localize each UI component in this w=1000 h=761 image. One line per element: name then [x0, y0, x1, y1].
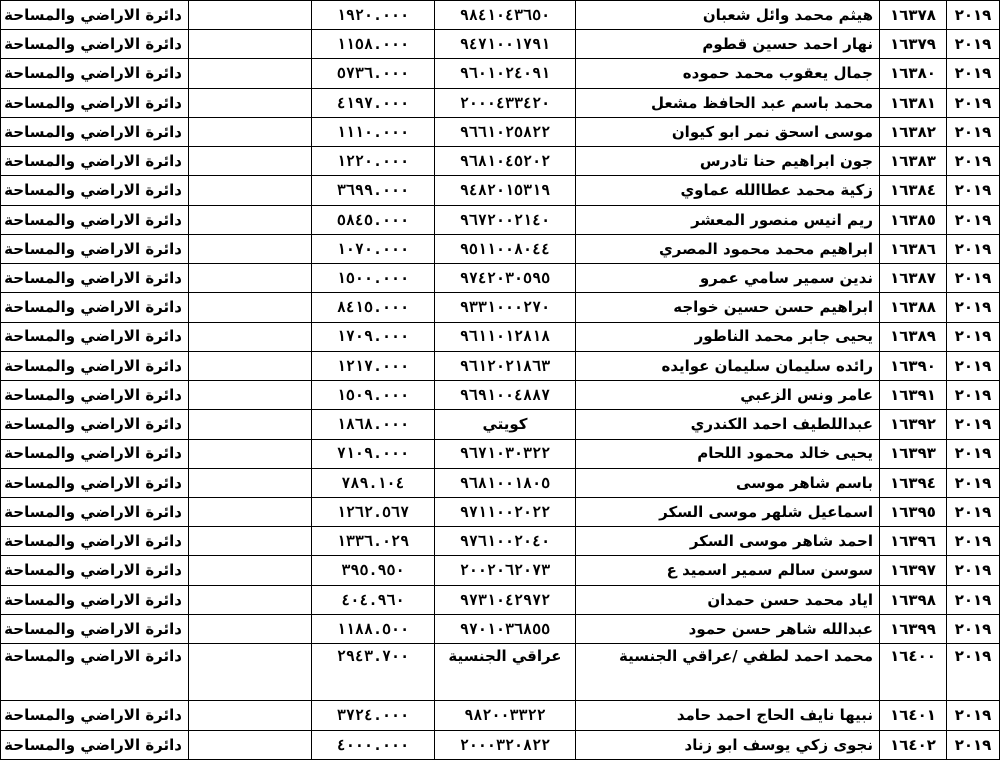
owner-name-cell: موسى اسحق نمر ابو كيوان: [576, 117, 880, 146]
blank-cell: [189, 497, 312, 526]
record-number-cell: ١٦٣٨٢: [880, 117, 947, 146]
table-row: [1, 497, 1000, 526]
amount-cell: ١٧٠٩.٠٠٠: [312, 322, 435, 351]
national-id-cell: ٩٦١١٠١٢٨١٨: [435, 322, 576, 351]
year-cell: ٢٠١٩: [947, 351, 1000, 380]
department-cell: دائرة الاراضي والمساحة: [1, 176, 189, 205]
blank-cell: [189, 1, 312, 30]
owner-name-cell: هيثم محمد وائل شعبان: [576, 1, 880, 30]
owner-name-cell: ابراهيم حسن حسين خواجه: [576, 293, 880, 322]
department-cell: دائرة الاراضي والمساحة: [1, 527, 189, 556]
table-row: [1, 614, 1000, 643]
table-row: [1, 1, 1000, 30]
owner-name-cell: اسماعيل شلهر موسى السكر: [576, 497, 880, 526]
table-row: [1, 410, 1000, 439]
national-id-cell: كويتي: [435, 410, 576, 439]
national-id-cell: ٩٦١٢٠٢١٨٦٣: [435, 351, 576, 380]
table-row: [1, 176, 1000, 205]
year-cell: ٢٠١٩: [947, 556, 1000, 585]
blank-cell: [189, 381, 312, 410]
blank-cell: [189, 701, 312, 730]
table-row: [1, 59, 1000, 88]
table-row: [1, 30, 1000, 59]
department-cell: دائرة الاراضي والمساحة: [1, 381, 189, 410]
owner-name-cell: محمد احمد لطفي /عراقي الجنسية: [576, 644, 880, 701]
department-cell: دائرة الاراضي والمساحة: [1, 730, 189, 760]
amount-cell: ٨٤١٥.٠٠٠: [312, 293, 435, 322]
national-id-cell: ٩٧٤٢٠٣٠٥٩٥: [435, 264, 576, 293]
year-cell: ٢٠١٩: [947, 117, 1000, 146]
table-row: [1, 351, 1000, 380]
department-cell: دائرة الاراضي والمساحة: [1, 701, 189, 730]
amount-cell: ١٢٢٠.٠٠٠: [312, 147, 435, 176]
record-number-cell: ١٦٣٨٦: [880, 234, 947, 263]
owner-name-cell: احمد شاهر موسى السكر: [576, 527, 880, 556]
table-row: [1, 701, 1000, 730]
owner-name-cell: عامر ونس الزعبي: [576, 381, 880, 410]
amount-cell: ٣٧٢٤.٠٠٠: [312, 701, 435, 730]
record-number-cell: ١٦٣٨٥: [880, 205, 947, 234]
record-number-cell: ١٦٣٩٢: [880, 410, 947, 439]
owner-name-cell: اياد محمد حسن حمدان: [576, 585, 880, 614]
year-cell: ٢٠١٩: [947, 293, 1000, 322]
national-id-cell: ٢٠٠٠٤٣٣٤٢٠: [435, 88, 576, 117]
department-cell: دائرة الاراضي والمساحة: [1, 30, 189, 59]
owner-name-cell: نهار احمد حسين قطوم: [576, 30, 880, 59]
blank-cell: [189, 234, 312, 263]
owner-name-cell: ابراهيم محمد محمود المصري: [576, 234, 880, 263]
amount-cell: ١٩٢٠.٠٠٠: [312, 1, 435, 30]
blank-cell: [189, 527, 312, 556]
amount-cell: ١٣٣٦.٠٢٩: [312, 527, 435, 556]
year-cell: ٢٠١٩: [947, 644, 1000, 701]
national-id-cell: ٢٠٠٠٣٢٠٨٢٢: [435, 730, 576, 760]
amount-cell: ٤٠٤.٩٦٠: [312, 585, 435, 614]
year-cell: ٢٠١٩: [947, 468, 1000, 497]
table-row: [1, 468, 1000, 497]
department-cell: دائرة الاراضي والمساحة: [1, 59, 189, 88]
national-id-cell: ٩٧٣١٠٤٢٩٧٢: [435, 585, 576, 614]
record-number-cell: ١٦٣٩٣: [880, 439, 947, 468]
record-number-cell: ١٦٣٩٥: [880, 497, 947, 526]
national-id-cell: عراقي الجنسية: [435, 644, 576, 701]
year-cell: ٢٠١٩: [947, 264, 1000, 293]
amount-cell: ٣٦٩٩.٠٠٠: [312, 176, 435, 205]
blank-cell: [189, 439, 312, 468]
year-cell: ٢٠١٩: [947, 205, 1000, 234]
department-cell: دائرة الاراضي والمساحة: [1, 497, 189, 526]
record-number-cell: ١٦٣٧٩: [880, 30, 947, 59]
table-row: [1, 556, 1000, 585]
national-id-cell: ٩٣٣١٠٠٠٢٧٠: [435, 293, 576, 322]
record-number-cell: ١٦٤٠٠: [880, 644, 947, 701]
blank-cell: [189, 322, 312, 351]
national-id-cell: ٩٦٧١٠٣٠٣٢٢: [435, 439, 576, 468]
department-cell: دائرة الاراضي والمساحة: [1, 1, 189, 30]
table-row: [1, 527, 1000, 556]
owner-name-cell: رائده سليمان سليمان عوايده: [576, 351, 880, 380]
department-cell: دائرة الاراضي والمساحة: [1, 293, 189, 322]
national-id-cell: ٩٨٢٠٠٣٣٢٢: [435, 701, 576, 730]
national-id-cell: ٩٦٩١٠٠٤٨٨٧: [435, 381, 576, 410]
national-id-cell: ٩٦٨١٠٠١٨٠٥: [435, 468, 576, 497]
amount-cell: ١١٥٨.٠٠٠: [312, 30, 435, 59]
blank-cell: [189, 556, 312, 585]
blank-cell: [189, 117, 312, 146]
blank-cell: [189, 176, 312, 205]
department-cell: دائرة الاراضي والمساحة: [1, 117, 189, 146]
record-number-cell: ١٦٣٩٠: [880, 351, 947, 380]
department-cell: دائرة الاراضي والمساحة: [1, 234, 189, 263]
table-body: [1, 1, 1000, 760]
blank-cell: [189, 264, 312, 293]
record-number-cell: ١٦٣٨١: [880, 88, 947, 117]
table-row: [1, 264, 1000, 293]
year-cell: ٢٠١٩: [947, 234, 1000, 263]
department-cell: دائرة الاراضي والمساحة: [1, 351, 189, 380]
amount-cell: ١٠٧٠.٠٠٠: [312, 234, 435, 263]
amount-cell: ١٥٠٠.٠٠٠: [312, 264, 435, 293]
record-number-cell: ١٦٣٨٩: [880, 322, 947, 351]
owner-name-cell: يحيى خالد محمود اللحام: [576, 439, 880, 468]
record-number-cell: ١٦٣٩٦: [880, 527, 947, 556]
table-row: [1, 381, 1000, 410]
blank-cell: [189, 147, 312, 176]
amount-cell: ٤٠٠٠.٠٠٠: [312, 730, 435, 760]
record-number-cell: ١٦٣٨٤: [880, 176, 947, 205]
blank-cell: [189, 205, 312, 234]
national-id-cell: ٢٠٠٢٠٦٢٠٧٣: [435, 556, 576, 585]
year-cell: ٢٠١٩: [947, 614, 1000, 643]
blank-cell: [189, 88, 312, 117]
department-cell: دائرة الاراضي والمساحة: [1, 614, 189, 643]
year-cell: ٢٠١٩: [947, 59, 1000, 88]
record-number-cell: ١٦٣٨٠: [880, 59, 947, 88]
record-number-cell: ١٦٤٠٢: [880, 730, 947, 760]
national-id-cell: ٩٦٨١٠٤٥٢٠٢: [435, 147, 576, 176]
year-cell: ٢٠١٩: [947, 410, 1000, 439]
national-id-cell: ٩٤٧١٠٠١٧٩١: [435, 30, 576, 59]
year-cell: ٢٠١٩: [947, 147, 1000, 176]
blank-cell: [189, 293, 312, 322]
amount-cell: ١٥٠٩.٠٠٠: [312, 381, 435, 410]
department-cell: دائرة الاراضي والمساحة: [1, 147, 189, 176]
national-id-cell: ٩٧٦١٠٠٢٠٤٠: [435, 527, 576, 556]
amount-cell: ٣٩٥.٩٥٠: [312, 556, 435, 585]
department-cell: دائرة الاراضي والمساحة: [1, 264, 189, 293]
table-row: [1, 730, 1000, 760]
year-cell: ٢٠١٩: [947, 176, 1000, 205]
blank-cell: [189, 614, 312, 643]
department-cell: دائرة الاراضي والمساحة: [1, 556, 189, 585]
amount-cell: ١٨٦٨.٠٠٠: [312, 410, 435, 439]
owner-name-cell: باسم شاهر موسى: [576, 468, 880, 497]
table-row: [1, 585, 1000, 614]
owner-name-cell: نبيها نايف الحاج احمد حامد: [576, 701, 880, 730]
department-cell: دائرة الاراضي والمساحة: [1, 468, 189, 497]
amount-cell: ٤١٩٧.٠٠٠: [312, 88, 435, 117]
national-id-cell: ٩٧٠١٠٣٦٨٥٥: [435, 614, 576, 643]
table-row: [1, 644, 1000, 701]
national-id-cell: ٩٦٧٢٠٠٢١٤٠: [435, 205, 576, 234]
department-cell: دائرة الاراضي والمساحة: [1, 585, 189, 614]
year-cell: ٢٠١٩: [947, 585, 1000, 614]
owner-name-cell: جون ابراهيم حنا تادرس: [576, 147, 880, 176]
amount-cell: ٥٨٤٥.٠٠٠: [312, 205, 435, 234]
table-row: [1, 147, 1000, 176]
national-id-cell: ٩٦٦١٠٢٥٨٢٢: [435, 117, 576, 146]
department-cell: دائرة الاراضي والمساحة: [1, 439, 189, 468]
record-number-cell: ١٦٣٧٨: [880, 1, 947, 30]
year-cell: ٢٠١٩: [947, 439, 1000, 468]
owner-name-cell: زكية محمد عطاالله عماوي: [576, 176, 880, 205]
owner-name-cell: ندين سمير سامي عمرو: [576, 264, 880, 293]
table-row: [1, 88, 1000, 117]
owner-name-cell: نجوى زكي يوسف ابو زناد: [576, 730, 880, 760]
record-number-cell: ١٦٣٩٩: [880, 614, 947, 643]
year-cell: ٢٠١٩: [947, 1, 1000, 30]
department-cell: دائرة الاراضي والمساحة: [1, 88, 189, 117]
blank-cell: [189, 410, 312, 439]
national-id-cell: ٩٥١١٠٠٨٠٤٤: [435, 234, 576, 263]
owner-name-cell: جمال يعقوب محمد حموده: [576, 59, 880, 88]
year-cell: ٢٠١٩: [947, 30, 1000, 59]
owner-name-cell: عبداللطيف احمد الكندري: [576, 410, 880, 439]
year-cell: ٢٠١٩: [947, 381, 1000, 410]
record-number-cell: ١٦٤٠١: [880, 701, 947, 730]
owner-name-cell: محمد باسم عبد الحافظ مشعل: [576, 88, 880, 117]
blank-cell: [189, 644, 312, 701]
blank-cell: [189, 351, 312, 380]
amount-cell: ٥٧٣٦.٠٠٠: [312, 59, 435, 88]
blank-cell: [189, 59, 312, 88]
national-id-cell: ٩٤٨٢٠١٥٣١٩: [435, 176, 576, 205]
owner-name-cell: عبدالله شاهر حسن حمود: [576, 614, 880, 643]
record-number-cell: ١٦٣٩٨: [880, 585, 947, 614]
year-cell: ٢٠١٩: [947, 322, 1000, 351]
table-row: [1, 234, 1000, 263]
table-row: [1, 439, 1000, 468]
department-cell: دائرة الاراضي والمساحة: [1, 410, 189, 439]
table-row: [1, 322, 1000, 351]
year-cell: ٢٠١٩: [947, 497, 1000, 526]
record-number-cell: ١٦٣٨٣: [880, 147, 947, 176]
year-cell: ٢٠١٩: [947, 527, 1000, 556]
record-number-cell: ١٦٣٩٤: [880, 468, 947, 497]
amount-cell: ١٢١٧.٠٠٠: [312, 351, 435, 380]
year-cell: ٢٠١٩: [947, 88, 1000, 117]
amount-cell: ١١١٠.٠٠٠: [312, 117, 435, 146]
amount-cell: ١٢٦٢.٥٦٧: [312, 497, 435, 526]
record-number-cell: ١٦٣٨٨: [880, 293, 947, 322]
owner-name-cell: سوسن سالم سمير اسميد ع: [576, 556, 880, 585]
blank-cell: [189, 730, 312, 760]
owner-name-cell: يحيى جابر محمد الناطور: [576, 322, 880, 351]
year-cell: ٢٠١٩: [947, 701, 1000, 730]
national-id-cell: ٩٨٤١٠٤٣٦٥٠: [435, 1, 576, 30]
blank-cell: [189, 585, 312, 614]
national-id-cell: ٩٧١١٠٠٢٠٢٢: [435, 497, 576, 526]
table-row: [1, 205, 1000, 234]
record-number-cell: ١٦٣٩١: [880, 381, 947, 410]
amount-cell: ٧١٠٩.٠٠٠: [312, 439, 435, 468]
blank-cell: [189, 30, 312, 59]
record-number-cell: ١٦٣٩٧: [880, 556, 947, 585]
record-number-cell: ١٦٣٨٧: [880, 264, 947, 293]
table-row: [1, 117, 1000, 146]
department-cell: دائرة الاراضي والمساحة: [1, 205, 189, 234]
amount-cell: ٧٨٩.١٠٤: [312, 468, 435, 497]
owner-name-cell: ريم انيس منصور المعشر: [576, 205, 880, 234]
year-cell: ٢٠١٩: [947, 730, 1000, 760]
amount-cell: ١١٨٨.٥٠٠: [312, 614, 435, 643]
department-cell: دائرة الاراضي والمساحة: [1, 644, 189, 701]
blank-cell: [189, 468, 312, 497]
table-row: [1, 293, 1000, 322]
department-cell: دائرة الاراضي والمساحة: [1, 322, 189, 351]
amount-cell: ٢٩٤٣.٧٠٠: [312, 644, 435, 701]
national-id-cell: ٩٦٠١٠٢٤٠٩١: [435, 59, 576, 88]
